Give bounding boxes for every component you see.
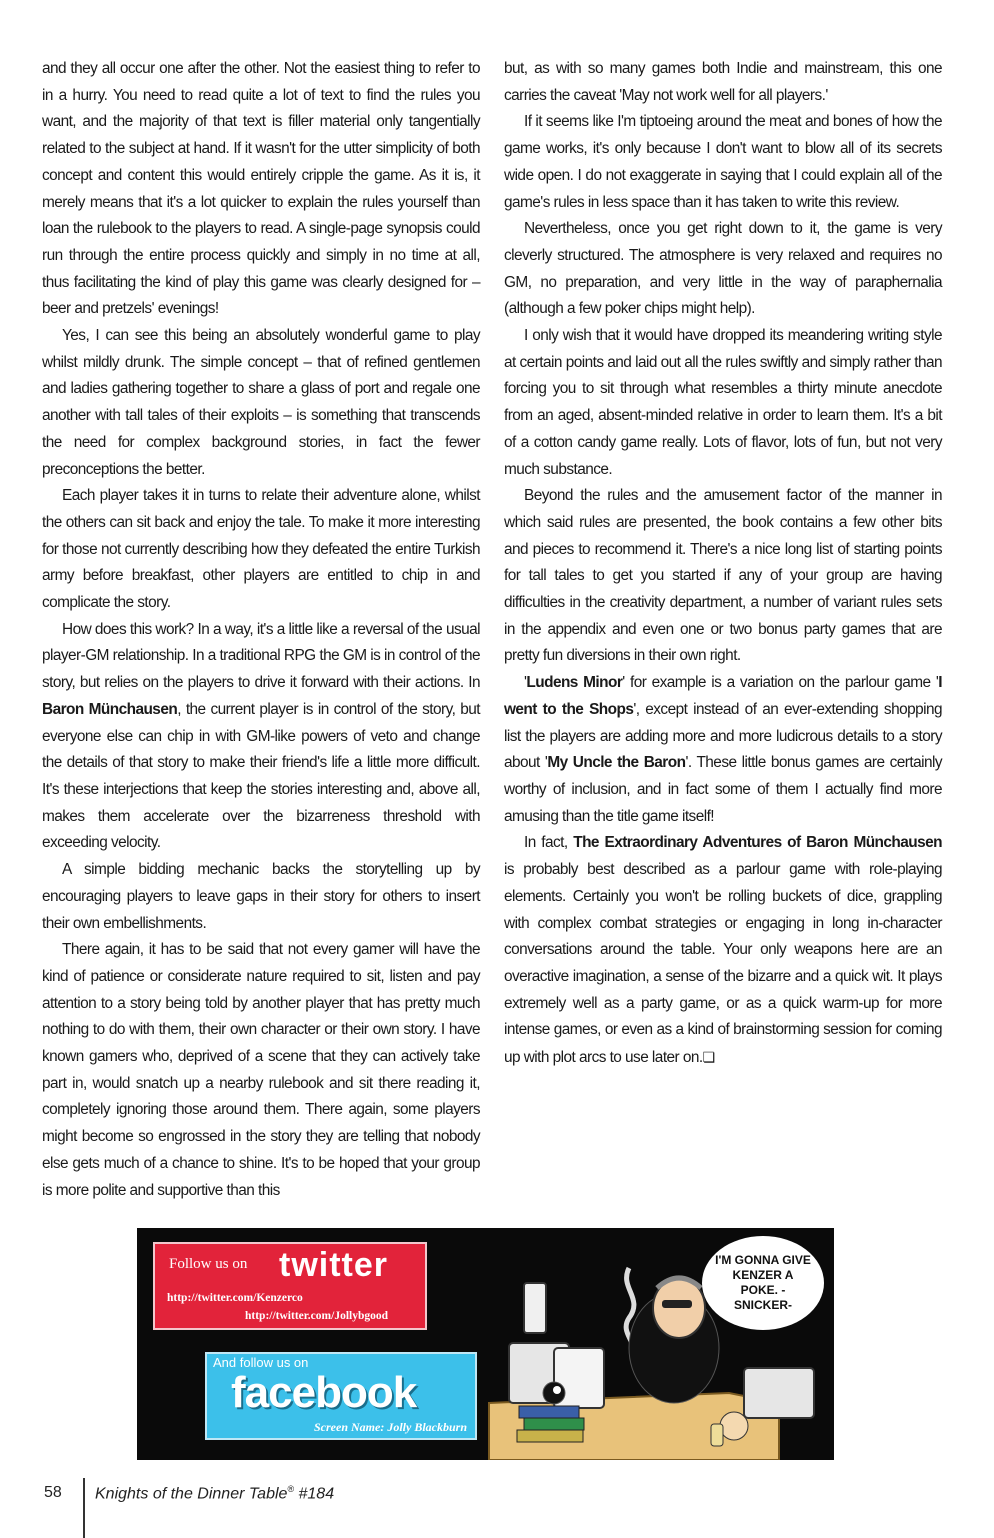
book-icon [517, 1430, 583, 1442]
paragraph: Each player takes it in turns to relate their adventure alone, whilst the others can sit back and enjoy the tale. To make it more interesting for those not currently describing how they defeated the entire Turkish army before breakfast, other players are entitled to chip in and complicate the story. [42, 487, 480, 612]
game-title-bold: Ludens Minor [526, 674, 623, 692]
twitter-link-kenzerco[interactable]: http://twitter.com/Kenzerco [167, 1292, 303, 1304]
article-body [42, 56, 942, 1216]
game-title-bold: My Uncle the Baron [547, 754, 686, 772]
speech-bubble [702, 1236, 824, 1330]
page-footer [0, 1470, 994, 1538]
book-icon [524, 1418, 584, 1430]
twitter-promo[interactable] [153, 1242, 427, 1330]
paragraph: Beyond the rules and the amusement factor of the manner in which said rules are presented, the book contains a few other bits and pieces to recommend it. There's a nice long list of starting points for tall tales to get you started if any of your group are having difficulties in the creativity department, a number of variant rules sets in the appendix and even one or two bonus party games that are pretty fun diversions in their own right. [504, 487, 942, 665]
registered-mark: ® [287, 1484, 295, 1494]
text-run: In fact, [524, 834, 574, 852]
publication-name: Knights of the Dinner Table [95, 1485, 288, 1503]
facebook-logo: facebook [231, 1368, 417, 1417]
paragraph: Nevertheless, once you get right down to it, the game is very cleverly structured. The atmosphere is very relaxed and requires no GM, no preparation, and very little in the way of paraphernalia (although a few poker chips might help). [504, 220, 942, 318]
text-run: , the current player is in control of the story, but everyone else can chip in with GM-like powers of veto and change the details of that story to make their friend's life a little more difficult. It's these interjections that keep the stories interesting and, above all, makes them accelerate over the bizarreness threshold with exceeding velocity. [42, 700, 480, 852]
footer-divider [83, 1478, 85, 1538]
facebook-screen-name: Screen Name: Jolly Blackburn [314, 1420, 467, 1434]
paragraph: There again, it has to be said that not every gamer will have the kind of patience or considerate nature required to sit, listen and pay attention to a story being told by another player that has pretty much nothing to do with them, their own character or their own story. I have known gamers who, deprived of a scene that they can actively take part in, would snatch up a nearby rulebook and sit there reading it, completely ignoring those around them. There again, some players might become so engrossed in the story they are telling that nobody else gets much of a chance to shine. It's to be hoped that your group is more polite and supportive than this [42, 941, 480, 1199]
facebook-promo[interactable] [205, 1352, 477, 1440]
paragraph: but, as with so many games both Indie and mainstream, this one carries the caveat 'May not work well for all players.' [504, 60, 942, 104]
text-run: How does this work? In a way, it's a little like a reversal of the usual player-GM relationship. In a traditional RPG the GM is in control of the story, but relies on the players to drive it forward with their actions. In [42, 620, 480, 692]
text-run: '. These little bonus games are certainly worthy of inclusion, and in fact some of them I actually find more amusing than the title game itself! [504, 754, 942, 825]
page-number: 58 [44, 1484, 62, 1501]
monitor-icon [744, 1368, 814, 1418]
paragraph [504, 670, 942, 830]
book-icon [519, 1406, 579, 1418]
phone-icon [524, 1283, 546, 1333]
game-title-bold: The Extraordinary Adventures of Baron Münchausen [573, 834, 943, 852]
paragraph [504, 830, 942, 1071]
paragraph [42, 617, 480, 857]
twitter-logo: twitter [279, 1246, 388, 1284]
text-run: ' [524, 674, 527, 692]
paragraph: If it seems like I'm tiptoeing around the meat and bones of how the game works, it's only because I don't want to blow all of its secrets wide open. I do not exaggerate in saying that I could explain all of the game's rules in less space than it has taken to write this review. [504, 113, 942, 211]
text-run: is probably best described as a parlour game with role-playing elements. Certainly you won't be rolling buckets of dice, grappling with complex combat strategies or engaging in long in-character conversations around the table. Your only weapons here are an overactive imagination, a sense of the bizarre and a quick wit. It plays extremely well as a party game, or as a quick warm-up for more intense games, or even as a kind of brainstorming session for coming up with plot arcs to use later on. [504, 861, 942, 1067]
publication-title [95, 1484, 334, 1503]
game-title-bold: Baron Münchausen [42, 700, 178, 718]
twitter-follow-text: Follow us on [169, 1256, 248, 1272]
text-run: ' for example is a variation on the parlour game ' [622, 674, 939, 692]
paragraph: Yes, I can see this being an absolutely wonderful game to play whilst mildly drunk. The simple concept – that of refined gentlemen and ladies gathering together to share a glass of port and regale one another with tall tales of their exploits – is something that transcends the need for complex background stories, in fact the fewer preconceptions the better. [42, 327, 480, 478]
twitter-link-jollybgood[interactable]: http://twitter.com/Jollybgood [245, 1310, 388, 1322]
right-column [504, 56, 942, 1216]
end-mark-icon: ❏ [702, 1049, 715, 1066]
issue-number: #184 [294, 1485, 335, 1503]
text-run: ', except instead of an ever-extending shopping list the players are adding more and more ludicrous details to a story about ' [504, 700, 942, 772]
speech-bubble-text: I'M GONNA GIVE KENZER A POKE. -SNICKER- [715, 1253, 811, 1312]
bottle-icon [711, 1424, 723, 1446]
paragraph: and they all occur one after the other. Not the easiest thing to refer to in a hurry. You need to read quite a lot of text to find the rules you want, and the majority of that text is filler material only tangentially related to the subject at hand. If it wasn't for the utter simplicity of both concept and content this would entirely cripple the game. As it is, it merely means that it's a lot quicker to explain the rules yourself than loan the rulebook to the players to read. A single-page synopsis could run through the entire process quickly and simply in no time at all, thus facilitating the kind of play this game was clearly designed for – beer and pretzels' evenings! [42, 60, 480, 318]
eight-ball-icon [543, 1382, 565, 1404]
left-column [42, 56, 480, 1216]
paragraph: I only wish that it would have dropped its meandering writing style at certain points and laid out all the rules swiftly and simply rather than forcing you to sit through what resembles a thirty minute anecdote from an aged, absent-minded relative in order to learn them. It's a bit of a cotton candy game really. Lots of flavor, lots of fun, but not very much substance. [504, 327, 942, 478]
game-title-bold: I went to the Shops [504, 674, 942, 718]
paragraph: A simple bidding mechanic backs the storytelling up by encouraging players to leave gaps in their story for others to insert their own embellishments. [42, 861, 480, 932]
social-ad-banner[interactable] [137, 1228, 834, 1460]
facebook-follow-text: And follow us on [213, 1355, 309, 1370]
